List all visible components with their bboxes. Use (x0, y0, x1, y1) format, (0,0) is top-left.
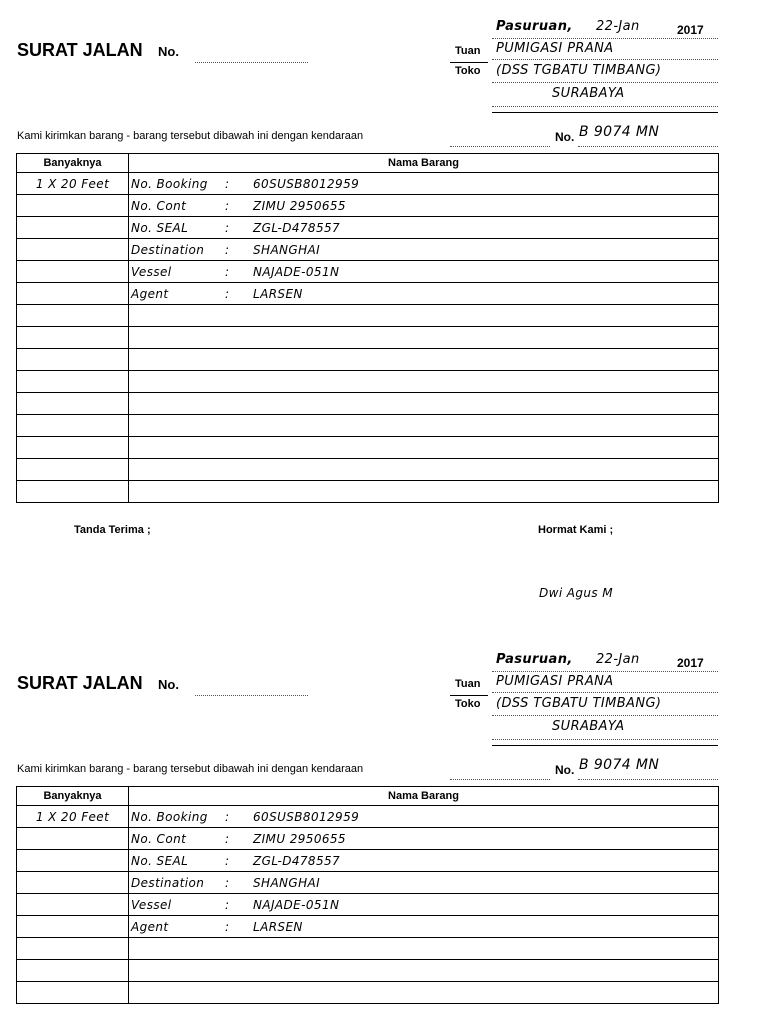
table-row-empty (17, 982, 719, 1004)
item-sep: : (225, 286, 230, 301)
table-row (17, 850, 719, 872)
table-row (17, 806, 719, 828)
address-line (492, 739, 718, 740)
tuan-line (492, 692, 718, 693)
item-value: SHANGHAI (253, 242, 321, 257)
table-header (17, 154, 719, 173)
vehicle-no: B 9074 MN (579, 757, 660, 773)
item-key: Vessel (131, 897, 172, 912)
item-key: No. Booking (131, 176, 208, 191)
items-table (16, 786, 719, 1004)
address-line (492, 106, 718, 107)
toko-value: (DSS TGBATU TIMBANG) (496, 696, 662, 711)
table-row-empty (17, 960, 719, 982)
tuan-value: PUMIGASI PRANA (496, 41, 614, 56)
item-value: ZIMU 2950655 (253, 831, 346, 846)
item-value: ZIMU 2950655 (253, 198, 346, 213)
vehicle-line-left (450, 146, 550, 147)
item-key: Destination (131, 242, 205, 257)
table-row (17, 195, 719, 217)
form-number-label: No. (158, 44, 179, 59)
table-row-empty (17, 437, 719, 459)
items-table (16, 153, 719, 503)
item-value: 60SUSB8012959 (253, 809, 360, 824)
address: SURABAYA (552, 86, 625, 101)
tuan-value: PUMIGASI PRANA (496, 674, 614, 689)
item-sep: : (225, 809, 230, 824)
table-row-empty (17, 393, 719, 415)
tuan-label: Tuan (455, 45, 481, 57)
item-sep: : (225, 831, 230, 846)
table-row (17, 173, 719, 195)
item-value: 60SUSB8012959 (253, 176, 360, 191)
table-row-empty (17, 938, 719, 960)
city: Pasuruan, (496, 652, 573, 667)
table-row (17, 261, 719, 283)
table-row (17, 828, 719, 850)
tuan-divider (450, 62, 488, 63)
vehicle-line-right (578, 146, 718, 147)
item-key: Vessel (131, 264, 172, 279)
item-sep: : (225, 176, 230, 191)
qty-cell: 1 X 20 Feet (17, 806, 129, 828)
item-value: NAJADE-051N (253, 897, 340, 912)
hormat-kami: Hormat Kami ; (538, 524, 614, 536)
col-name-header: Nama Barang (129, 787, 719, 806)
table-header (17, 787, 719, 806)
vehicle-no-label: No. (555, 763, 575, 777)
form-number-line (195, 695, 308, 696)
item-sep: : (225, 198, 230, 213)
city: Pasuruan, (496, 19, 573, 34)
item-key: No. Cont (131, 831, 187, 846)
toko-value: (DSS TGBATU TIMBANG) (496, 63, 662, 78)
table-row-empty (17, 327, 719, 349)
tuan-label: Tuan (455, 678, 481, 690)
toko-line (492, 715, 718, 716)
item-value: LARSEN (253, 286, 303, 301)
form-title: SURAT JALAN (17, 40, 143, 60)
address-divider (492, 112, 718, 113)
item-value: ZGL-D478557 (253, 853, 341, 868)
signer-name: Dwi Agus M (539, 586, 614, 600)
col-qty-header: Banyaknya (17, 787, 129, 806)
table-row (17, 283, 719, 305)
intro-text: Kami kirimkan barang - barang tersebut dibawah ini dengan kendaraan (17, 130, 364, 142)
date: 22-Jan (596, 19, 640, 34)
toko-label: Toko (455, 65, 481, 77)
year: 2017 (677, 656, 704, 670)
year: 2017 (677, 23, 704, 37)
toko-label: Toko (455, 698, 481, 710)
form-number-label: No. (158, 677, 179, 692)
intro-text: Kami kirimkan barang - barang tersebut dibawah ini dengan kendaraan (17, 763, 364, 775)
item-sep: : (225, 875, 230, 890)
delivery-note-2 (0, 633, 768, 1024)
item-sep: : (225, 919, 230, 934)
vehicle-no: B 9074 MN (579, 124, 660, 140)
vehicle-no-label: No. (555, 130, 575, 144)
item-key: No. SEAL (131, 853, 189, 868)
item-key: No. Booking (131, 809, 208, 824)
item-sep: : (225, 220, 230, 235)
table-row (17, 916, 719, 938)
form-number-line (195, 62, 308, 63)
toko-line (492, 82, 718, 83)
item-sep: : (225, 242, 230, 257)
address: SURABAYA (552, 719, 625, 734)
item-sep: : (225, 897, 230, 912)
item-key: Agent (131, 919, 169, 934)
address-divider (492, 745, 718, 746)
item-key: No. Cont (131, 198, 187, 213)
date-line (492, 671, 718, 672)
item-key: Agent (131, 286, 169, 301)
item-key: Destination (131, 875, 205, 890)
col-qty-header: Banyaknya (17, 154, 129, 173)
date-line (492, 38, 718, 39)
table-row (17, 894, 719, 916)
item-value: SHANGHAI (253, 875, 321, 890)
item-value: ZGL-D478557 (253, 220, 341, 235)
table-row-empty (17, 459, 719, 481)
vehicle-line-left (450, 779, 550, 780)
table-row-empty (17, 415, 719, 437)
form-title: SURAT JALAN (17, 673, 143, 693)
qty-cell: 1 X 20 Feet (17, 173, 129, 195)
table-row (17, 239, 719, 261)
tuan-divider (450, 695, 488, 696)
item-value: NAJADE-051N (253, 264, 340, 279)
item-sep: : (225, 264, 230, 279)
table-row (17, 872, 719, 894)
table-row-empty (17, 481, 719, 503)
tuan-line (492, 59, 718, 60)
vehicle-line-right (578, 779, 718, 780)
date: 22-Jan (596, 652, 640, 667)
tanda-terima: Tanda Terima ; (74, 524, 151, 536)
item-sep: : (225, 853, 230, 868)
item-value: LARSEN (253, 919, 303, 934)
table-row-empty (17, 349, 719, 371)
table-row-empty (17, 305, 719, 327)
item-key: No. SEAL (131, 220, 189, 235)
col-name-header: Nama Barang (129, 154, 719, 173)
table-row-empty (17, 371, 719, 393)
table-row (17, 217, 719, 239)
